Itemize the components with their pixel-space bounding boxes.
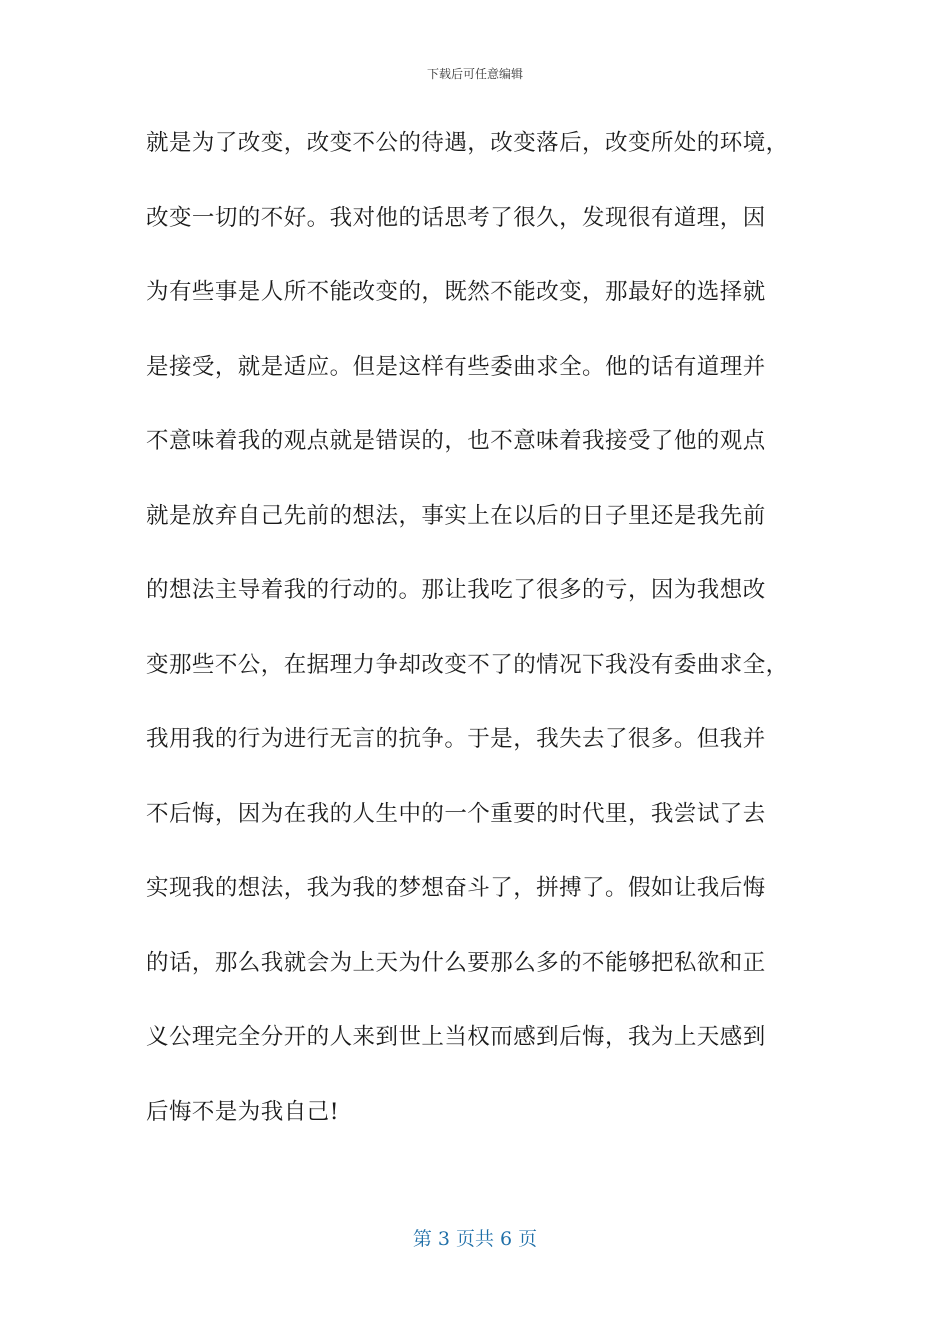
- body-line: 义公理完全分开的人来到世上当权而感到后悔，我为上天感到: [146, 1024, 766, 1050]
- current-page-number: 3: [437, 1228, 450, 1250]
- footer-suffix: 页: [512, 1228, 538, 1250]
- body-line: 不意味着我的观点就是错误的，也不意味着我接受了他的观点: [146, 428, 766, 454]
- footer-prefix: 第: [412, 1228, 438, 1250]
- footer-middle: 页共: [449, 1228, 501, 1250]
- body-line: 后悔不是为我自己!: [146, 1098, 340, 1125]
- body-line: 变那些不公，在据理力争却改变不了的情况下我没有委曲求全，: [146, 651, 789, 678]
- page-footer: [0, 1226, 950, 1252]
- body-line: 不后悔，因为在我的人生中的一个重要的时代里，我尝试了去: [146, 800, 766, 827]
- body-line: 就是为了改变，改变不公的待遇，改变落后，改变所处的环境，: [146, 130, 789, 156]
- header-note: 下载后可任意编辑: [426, 67, 523, 81]
- body-line: 为有些事是人所不能改变的，既然不能改变，那最好的选择就: [146, 279, 766, 305]
- page-header: [0, 66, 950, 82]
- total-pages-number: 6: [500, 1228, 513, 1250]
- body-line: 实现我的想法，我为我的梦想奋斗了，拼搏了。假如让我后悔: [146, 875, 766, 901]
- body-line: 我用我的行为进行无言的抗争。于是，我失去了很多。但我并: [146, 726, 766, 752]
- body-line: 的话，那么我就会为上天为什么要那么多的不能够把私欲和正: [146, 949, 766, 976]
- body-line: 的想法主导着我的行动的。那让我吃了很多的亏，因为我想改: [146, 577, 766, 603]
- body-text: [146, 125, 816, 1168]
- body-line: 就是放弃自己先前的想法，事实上在以后的日子里还是我先前: [146, 502, 766, 529]
- body-line: 是接受，就是适应。但是这样有些委曲求全。他的话有道理并: [146, 353, 766, 380]
- body-line: 改变一切的不好。我对他的话思考了很久，发现很有道理，因: [146, 204, 766, 231]
